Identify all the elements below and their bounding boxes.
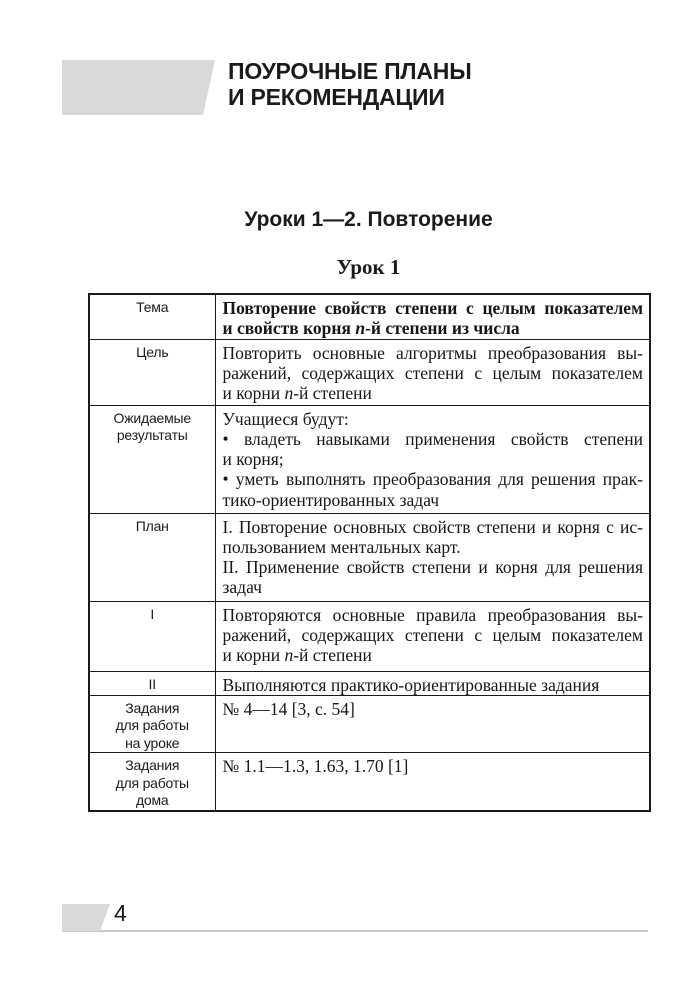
footer-rule [62, 930, 648, 932]
row-label: II [89, 671, 215, 695]
table-row-theme [89, 294, 650, 339]
chapter-header-line1: ПОУРОЧНЫЕ ПЛАНЫ [228, 58, 472, 84]
lesson-title: Урок 1 [336, 255, 401, 279]
row-content: № 1.1—1.3, 1.63, 1.70 [1] [215, 753, 650, 811]
row-content: Повторяются основные правила преобразования вы- ражений, содержащих степени с целым показателем и корни n-й степени [215, 601, 650, 671]
row-label: План [89, 513, 215, 601]
row-content: Выполняются практико-ориентированные задания [215, 671, 650, 695]
table-row-stage-2 [89, 671, 650, 695]
row-label: Ожидаемые результаты [89, 405, 215, 513]
table-row-expected-results [89, 405, 650, 513]
row-content: I. Повторение основных свойств степени и корня с ис- пользованием ментальных карт. II. Применение свойств степени и корня для решения задач [215, 513, 650, 601]
row-content: Повторение свойств степени с целым показателем и свойств корня n-й степени из числа [215, 294, 650, 339]
row-label: Задания для работы дома [89, 753, 215, 811]
footer-tab-shape [62, 904, 110, 931]
header-tab-shape [62, 60, 215, 115]
table-row-plan [89, 513, 650, 601]
row-content: Повторить основные алгоритмы преобразования вы- ражений, содержащих степени с целым показателем и корни n-й степени [215, 339, 650, 405]
row-label: I [89, 601, 215, 671]
row-content: № 4—14 [3, с. 54] [215, 695, 650, 753]
chapter-header-line2: И РЕКОМЕНДАЦИИ [228, 84, 445, 110]
page-number: 4 [114, 900, 127, 926]
row-label: Цель [89, 339, 215, 405]
lesson-plan-table [88, 293, 651, 812]
row-label: Задания для работы на уроке [89, 695, 215, 753]
table-row-homework [89, 753, 650, 811]
row-label: Тема [89, 294, 215, 339]
row-content: Учащиеся будут: • владеть навыками применения свойств степени и корня; • уметь выполнять преобразования для решения прак- тико-ориентированных задач [215, 405, 650, 513]
table-row-stage-1 [89, 601, 650, 671]
chapter-header [228, 58, 472, 110]
table-row-classwork [89, 695, 650, 753]
section-title: Уроки 1—2. Повторение [244, 208, 493, 231]
table-row-goal [89, 339, 650, 405]
